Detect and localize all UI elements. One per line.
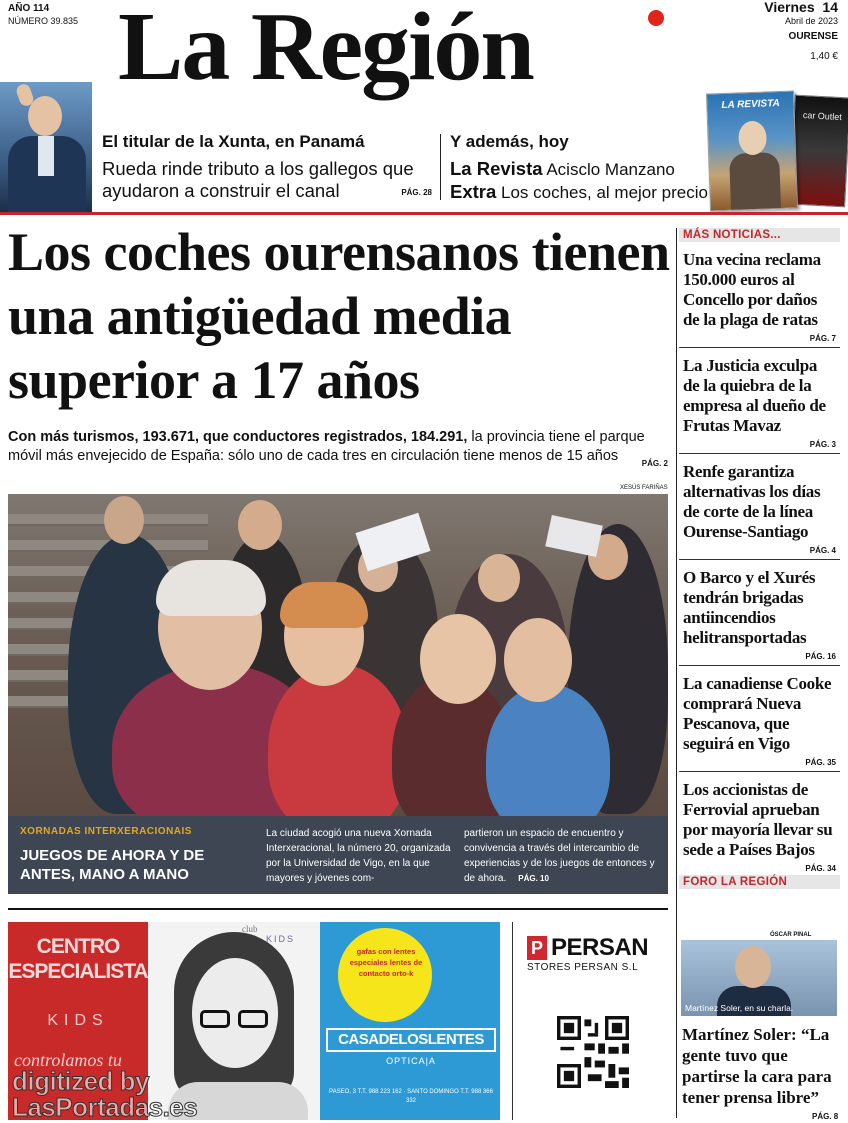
photo-page: PÁG. 10	[518, 874, 549, 883]
news-page: PÁG. 7	[809, 334, 836, 343]
also-today[interactable]	[450, 132, 710, 204]
persan-name: PERSAN	[551, 934, 649, 961]
news-headline[interactable]: La canadiense Cooke comprará Nueva Pescanova, que seguirá en Vigo	[683, 674, 832, 753]
lead-subhead	[8, 428, 672, 466]
news-page: PÁG. 4	[809, 546, 836, 555]
lead-headline[interactable]: Los coches ourensanos tienen una antigüedad media superior a 17 años	[8, 222, 670, 410]
column-divider	[676, 228, 677, 1118]
day: 14	[822, 0, 838, 15]
revista-cover[interactable]: LA REVISTA	[706, 91, 798, 212]
news-item[interactable]	[679, 454, 840, 560]
year: AÑO 114	[8, 3, 50, 14]
edition-city: OURENSE	[788, 31, 838, 42]
news-page: PÁG. 3	[809, 440, 836, 449]
teaser-photo[interactable]	[0, 82, 92, 212]
teaser-text: Rueda rinde tributo a los gallegos que ayudaron a construir el canal	[102, 158, 414, 201]
news-item[interactable]	[679, 348, 840, 454]
extra-text: Los coches, al mejor precio	[501, 183, 708, 202]
persan-sub: STORES PERSAN S.L	[527, 962, 639, 973]
photo-caption-2: partieron un espacio de encuentro y convivencia a través del intercambio de experiencias y de los juegos de entonces y de ahora. PÁG. 10	[464, 828, 655, 884]
extra-cover[interactable]: car Outlet	[789, 95, 848, 208]
extra-label: Extra	[450, 181, 497, 202]
persan-ad[interactable]	[512, 922, 668, 1120]
revista-label: La Revista	[450, 158, 543, 179]
lead-sub-text: la provincia tiene el parque móvil más envejecido de España: sólo uno de cada tres en circulación tiene menos de 15 años	[8, 429, 645, 464]
qr-code-icon[interactable]	[557, 1016, 629, 1088]
ad-kids: KIDS	[47, 1012, 109, 1029]
newspaper-logo[interactable]: La Región	[118, 0, 738, 102]
teaser-kicker: El titular de la Xunta, en Panamá	[102, 132, 365, 151]
lead-sub-bold: Con más turismos, 193.671, que conductores registrados, 184.291,	[8, 429, 468, 445]
news-item[interactable]	[679, 772, 840, 873]
teaser-panama[interactable]	[102, 132, 432, 202]
price: 1,40 €	[810, 51, 838, 62]
teaser-divider	[440, 134, 441, 200]
date: Abril de 2023	[784, 16, 838, 26]
news-headline[interactable]: La Justicia exculpa de la quiebra de la empresa al dueño de Frutas Mavaz	[683, 356, 826, 435]
ad-address: PASEO, 3 T.T. 988 223 162 · SANTO DOMINGO T.T. 988 366 332	[329, 1089, 493, 1104]
more-news-label: MÁS NOTICIAS...	[679, 228, 840, 242]
lead-photo[interactable]	[8, 494, 668, 816]
ads-rule	[8, 908, 668, 910]
photo-title[interactable]: JUEGOS DE AHORA Y DE ANTES, MANO A MANO	[20, 847, 205, 883]
forum-photo[interactable]	[681, 940, 837, 1016]
news-headline[interactable]: O Barco y el Xurés tendrán brigadas antiincendios helitransportadas	[683, 568, 816, 647]
forum-headline[interactable]: Martínez Soler: “La gente tuvo que partirse la cara para tener prensa libre”	[682, 1025, 832, 1107]
revista-text: Acisclo Manzano	[546, 160, 675, 179]
lead-page: PÁG. 2	[641, 459, 668, 468]
persan-logo-mark: P	[527, 936, 547, 960]
news-item[interactable]	[679, 560, 840, 666]
ad-controlamos: controlamos tu	[14, 1050, 122, 1070]
news-page: PÁG. 35	[805, 758, 836, 767]
news-page: PÁG. 16	[805, 652, 836, 661]
news-item[interactable]	[679, 242, 840, 348]
forum-credit: ÓSCAR PINAL	[770, 932, 812, 938]
news-headline[interactable]: Una vecina reclama 150.000 euros al Concello por daños de la plaga de ratas	[683, 250, 821, 329]
more-news	[679, 228, 840, 889]
news-headline[interactable]: Los accionistas de Ferrovial aprueban por mayoría llevar su sede a Países Bajos	[683, 780, 833, 859]
ad-optica: OPTICA|A	[386, 1056, 436, 1066]
ad-casa-logo: CASADELOSLENTES	[326, 1028, 496, 1052]
ad-centro: CENTRO ESPECIALISTA	[8, 935, 148, 983]
also-kicker: Y además, hoy	[450, 132, 569, 151]
ad-club: club	[242, 924, 258, 934]
photo-kicker: XORNADAS INTERXERACIONAIS	[20, 826, 192, 837]
teaser-page: PÁG. 28	[401, 188, 432, 197]
news-headline[interactable]: Renfe garantiza alternativas los días de corte de la línea Ourense-Santiago	[683, 462, 821, 541]
forum-caption: Martínez Soler, en su charla.	[685, 1003, 794, 1013]
forum-label: FORO LA REGIÓN	[679, 875, 840, 889]
edition-info	[8, 2, 78, 27]
photo-caption-1: La ciudad acogió una nueva Xornada Interxeracional, la número 20, organizada por la Universidad de Vigo, en la que mayores y jóvenes com-	[266, 828, 451, 884]
watermark: digitized by LasPortadas.es	[12, 1066, 198, 1122]
logo-red-dot	[648, 10, 664, 26]
weekday: Viernes	[764, 0, 815, 15]
news-item[interactable]	[679, 666, 840, 772]
issue-number: NÚMERO 39.835	[8, 16, 79, 26]
masthead-rule	[0, 212, 848, 215]
ad-club-kids: KIDS	[266, 934, 296, 944]
forum-page: PÁG. 8	[812, 1112, 839, 1121]
photo-credit: XESÚS FARIÑAS	[620, 485, 668, 491]
news-page: PÁG. 34	[805, 864, 836, 873]
ad-yellow-text: gafas con lentes especiales lentes de contacto orto-k	[349, 947, 423, 978]
date-box	[738, 0, 838, 63]
